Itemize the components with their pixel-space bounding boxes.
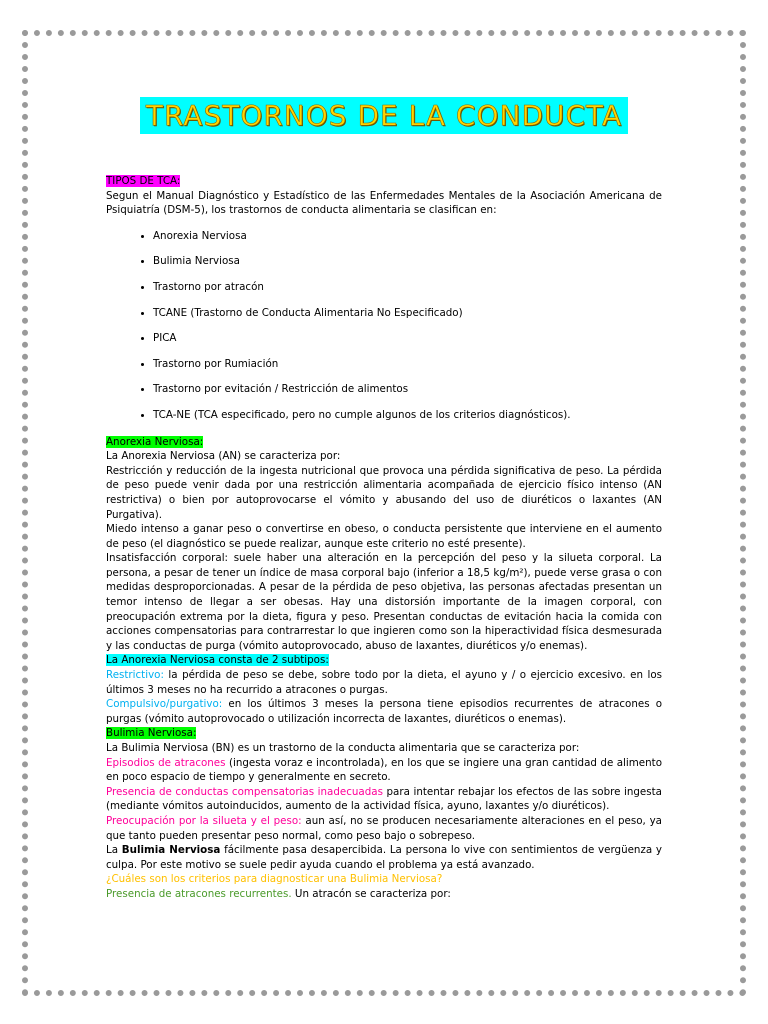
- recurrentes-label: Presencia de atracones recurrentes.: [106, 887, 292, 900]
- desapercibida-bold: Bulimia Nerviosa: [121, 844, 221, 857]
- tipos-list: [106, 230, 662, 422]
- list-item: • Anorexia Nerviosa: [153, 230, 662, 243]
- page-title: TRASTORNOS DE LA CONDUCTA: [140, 97, 628, 134]
- title-wrap: [0, 97, 768, 134]
- document-body: [106, 174, 662, 902]
- desapercibida-start: La: [106, 844, 122, 857]
- bulimia-intro: La Bulimia Nerviosa (BN) es un trastorno de la conducta alimentaria que se caracteriza por:: [106, 742, 580, 754]
- tipos-intro: Segun el Manual Diagnóstico y Estadístico de las Enfermedades Mentales de la Asociación Americana de Psiquiatría (DSM-5), los trastornos de conducta alimentaria se clasifican en:: [106, 189, 662, 217]
- anorexia-insatisfaccion: Insatisfacción corporal: suele haber una alteración en la percepción del peso y la silueta corporal. La persona, a pesar de tener un índice de masa corporal bajo (inferior a 18,5 kg/m²), puede verse grasa o con medidas desproporcionadas. A pesar de la pérdida de peso objetiva, las personas afectadas presentan un temor intenso de llegar a ser obesas. Hay una distorsión importante de la imagen corporal, con preocupación extrema por la dieta, figura y peso. Presentan conductas de evitación hacia la comida con acciones compensatorias para contrarrestar lo que ingieren como son la hiperactividad física desmesurada y las conductas de purga (vómito autoprovocado, abuso de laxantes, diuréticos y/o enemas).: [106, 552, 662, 652]
- desapercibida-end: fácilmente pasa desapercibida. La persona lo vive con sentimientos de vergüenza y culpa. Por este motivo se suele pedir ayuda cuando el problema ya está avanzado.: [106, 844, 662, 871]
- subtype-compulsivo: [106, 697, 662, 726]
- subtype-restrictivo: [106, 668, 662, 697]
- bulimia-compensatorias: [106, 785, 662, 814]
- list-item: • Trastorno por Rumiación: [153, 358, 662, 371]
- list-item: • Bulimia Nerviosa: [153, 255, 662, 268]
- bulimia-question: [106, 872, 662, 887]
- recurrentes-text: Un atracón se caracteriza por:: [291, 887, 451, 900]
- bulimia-heading: Bulimia Nerviosa:: [106, 727, 197, 740]
- subtypes-heading: La Anorexia Nerviosa consta de 2 subtipos:: [106, 654, 329, 667]
- tipos-heading: TIPOS DE TCA:: [106, 175, 181, 187]
- anorexia-restriccion: Restricción y reducción de la ingesta nutricional que provoca una pérdida significativa de peso. La pérdida de peso puede venir dada por una restricción alimentaria acompañada de ejercicio físico intenso (AN restrictiva) o bien por autoprovocarse el vómito y abusando del uso de diuréticos o laxantes (AN Purgativa).: [106, 464, 662, 521]
- bulimia-preocupacion: [106, 814, 662, 843]
- list-item: • TCA-NE (TCA especificado, pero no cumple algunos de los criterios diagnósticos).: [153, 409, 662, 422]
- restrictivo-text: la pérdida de peso se debe, sobre todo por la dieta, el ayuno y / o ejercicio excesivo. en los últimos 3 meses no ha recurrido a atracones o purgas.: [106, 669, 662, 696]
- list-item: • Trastorno por atracón: [153, 281, 662, 294]
- compensatorias-text: para intentar rebajar los efectos de las sobre ingesta (mediante vómitos autoinducidos, aumento de la actividad física, ayuno, laxantes y/o diuréticos).: [106, 785, 662, 813]
- atracones-text: (ingesta voraz e incontrolada), en los que se ingiere una gran cantidad de alimento en poco espacio de tiempo y generalmente en secreto.: [106, 756, 662, 784]
- anorexia-section: [106, 435, 662, 450]
- criterios-question: ¿Cuáles son los criterios para diagnosticar una Bulimia Nerviosa?: [106, 873, 443, 886]
- tipos-section: [106, 174, 662, 189]
- list-item: • PICA: [153, 332, 662, 345]
- atracones-label: Episodios de atracones: [106, 756, 226, 769]
- list-item: • TCANE (Trastorno de Conducta Alimentaria No Especificado): [153, 307, 662, 320]
- anorexia-heading: Anorexia Nerviosa:: [106, 435, 204, 448]
- bulimia-desapercibida: [106, 843, 662, 872]
- compulsivo-label: Compulsivo/purgativo:: [106, 698, 223, 711]
- anorexia-miedo: Miedo intenso a ganar peso o convertirse en obeso, o conducta persistente que interviene en el aumento de peso (el diagnóstico se puede realizar, aunque este criterio no esté presente).: [106, 523, 662, 550]
- bulimia-atracones: [106, 756, 662, 785]
- bulimia-recurrentes: [106, 887, 662, 902]
- preocupacion-label: Preocupación por la silueta y el peso:: [106, 814, 302, 827]
- anorexia-subtypes: [106, 653, 662, 668]
- restrictivo-label: Restrictivo:: [106, 669, 164, 682]
- compulsivo-text: en los últimos 3 meses la persona tiene episodios recurrentes de atracones o purgas (vómito autoprovocado o utilización incorrecta de laxantes, diuréticos o enemas).: [106, 698, 662, 725]
- preocupacion-text: aun así, no se producen necesariamente alteraciones en el peso, ya que tanto pueden presentar peso normal, como peso bajo o sobrepeso.: [106, 814, 662, 842]
- compensatorias-label: Presencia de conductas compensatorias inadecuadas: [106, 785, 383, 798]
- list-item: • Trastorno por evitación / Restricción de alimentos: [153, 383, 662, 396]
- anorexia-intro: La Anorexia Nerviosa (AN) se caracteriza por:: [106, 450, 341, 463]
- bulimia-section: [106, 726, 662, 741]
